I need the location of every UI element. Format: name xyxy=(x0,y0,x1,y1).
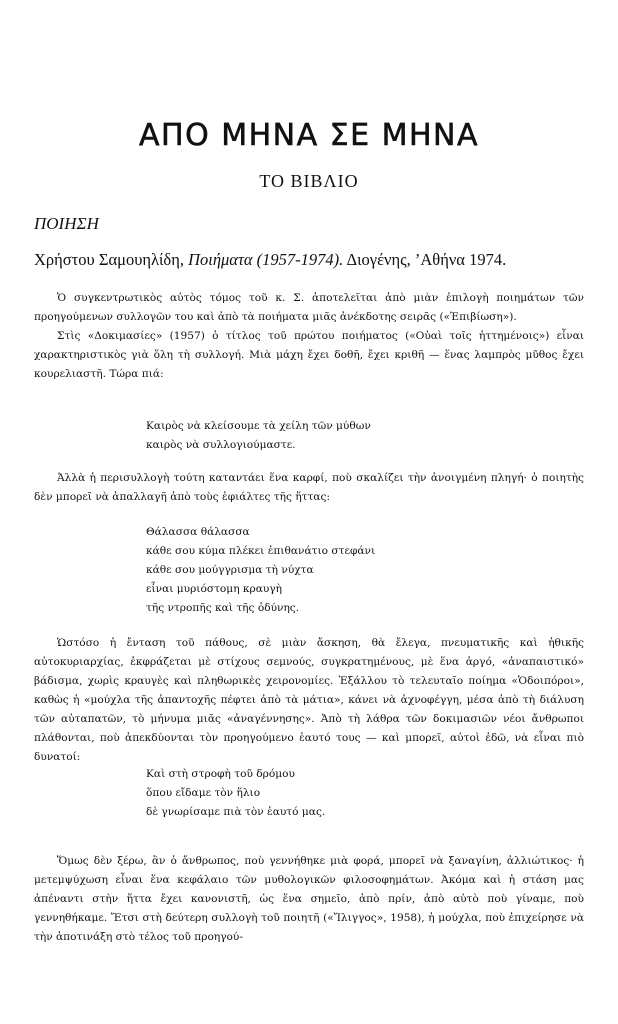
poem-line: κάθε σου μούγγρισμα τὴ νύχτα xyxy=(146,564,314,576)
paragraph-block-3 xyxy=(34,634,584,767)
poem-line: δὲ γνωρίσαμε πιὰ τὸν ἑαυτό μας. xyxy=(146,806,326,818)
poem-block-1 xyxy=(146,417,371,455)
book-citation xyxy=(34,250,594,270)
section-title: ΠΟΙΗΣΗ xyxy=(34,214,99,233)
poem-line: τῆς ντροπῆς καὶ τῆς ὀδύνης. xyxy=(146,602,300,614)
poem-line: εἶναι μυριόστομη κραυγὴ xyxy=(146,583,283,595)
citation-title: Ποιήματα (1957-1974). xyxy=(188,250,344,269)
paragraph-block-1 xyxy=(34,289,584,384)
poem-line: Καὶ στὴ στροφὴ τοῦ δρόμου xyxy=(146,768,295,780)
page-heading: ΑΠΟ ΜΗΝΑ ΣΕ ΜΗΝΑ xyxy=(138,118,480,153)
page-subheading: ΤΟ ΒΙΒΛΙΟ xyxy=(259,171,359,191)
paragraph: Ἀλλὰ ἡ περισυλλογὴ τούτη καταντάει ἕνα καρφί, ποὺ σκαλίζει τὴν ἀνοιγμένη πληγή· ὁ ποιητὴς δὲν μπορεῖ νὰ ἀπαλλαγῆ ἀπὸ τοὺς ἐφιάλτες τῆς ἥττας: xyxy=(34,472,584,503)
poem-line: Καιρὸς νὰ κλείσουμε τὰ χείλη τῶν μύθων xyxy=(146,420,371,432)
paragraph: Ὁ συγκεντρωτικὸς αὐτὸς τόμος τοῦ κ. Σ. ἀποτελεῖται ἀπὸ μιὰν ἐπιλογὴ ποιημάτων τῶν προηγούμενων συλλογῶν του καὶ ἀπὸ τὰ ποιήματα μιᾶς ἀνέκδοτης σειρᾶς («Ἐπιβίωση»). xyxy=(34,292,584,323)
poem-block-3 xyxy=(146,765,325,822)
citation-author: Χρήστου Σαμουηλίδη, xyxy=(34,250,184,269)
poem-line: κάθε σου κύμα πλέκει ἐπιθανάτιο στεφάνι xyxy=(146,545,376,557)
paragraph: Ὅμως δὲν ξέρω, ἂν ὁ ἄνθρωπος, ποὺ γεννήθηκε μιὰ φορά, μπορεῖ νὰ ξαναγίνη, ἀλλιώτικος· ἡ μετεμψύχωση εἶναι ἕνα κεφάλαιο τῶν μυθολογικῶν φιλοσοφημάτων. Ἀκόμα καὶ ἡ στάση μας ἀπέναντι στὴν ἥττα ἔχει κανονιστῆ, ὡς ἕνα σημεῖο, ἀπὸ πρίν, ἀπὸ αὐτὸ ποὺ γίναμε, ποὺ γεννηθήκαμε. Ἔτσι στὴ δεύτερη συλλογὴ τοῦ ποιητῆ («Ἴλιγγος», 1958), ἡ μούχλα, ποὺ ἐπιχείρησε νὰ τὴν ἀποτινάξη στὸ τέλος τοῦ προηγού- xyxy=(34,855,584,943)
poem-line: Θάλασσα θάλασσα xyxy=(146,526,250,538)
paragraph: Στὶς «Δοκιμασίες» (1957) ὁ τίτλος τοῦ πρώτου ποιήματος («Οὐαὶ τοῖς ἡττημένοις») εἶναι χαρακτηριστικὸς γιὰ ὅλη τὴ συλλογή. Μιὰ μάχη ἔχει δοθῆ, ἔχει κριθῆ — ἕνας λαμπρὸς μῦθος ἔχει κουρελιαστῆ. Τώρα πιά: xyxy=(34,330,584,380)
poem-block-2 xyxy=(146,523,375,618)
citation-publisher: Διογένης, ’Αθήνα 1974. xyxy=(346,250,507,269)
paragraph-block-2 xyxy=(34,469,584,507)
poem-line: ὅπου εἴδαμε τὸν ἥλιο xyxy=(146,787,261,799)
paragraph: Ὡστόσο ἡ ἔνταση τοῦ πάθους, σὲ μιὰν ἄσκηση, θὰ ἔλεγα, πνευματικῆς καὶ ἠθικῆς αὐτοκυριαρχίας, ἐκφράζεται μὲ στίχους σεμνούς, συγκρατημένους, μὲ ἕνα ἀργό, «ἀναπαιστικό» βάδισμα, χωρὶς κραυγὲς καὶ πληθωρικὲς χειρονομίες. Ἐξάλλου τὸ τελευταῖο ποίημα «Ὁδοιπόροι», καθὼς ἡ «μούχλα τῆς ἀπαντοχῆς πέφτει ἀπὸ τὰ μάτια», κάνει νὰ ἀχνοφέγγη, μέσα ἀπὸ τὴ διάλυση τῶν αὐταπατῶν, τὸ μήνυμα μιᾶς «ἀναγέννησης». Ἀπὸ τὴ λάθρα τῶν δοκιμασιῶν νέοι ἄνθρωποι πλάθονται, ποὺ ἀπεκδύονται τὸν προηγούμενο ἑαυτό τους — καὶ μπορεῖ, αὐτοὶ ἐδῶ, νὰ εἶναι πιὸ δυνατοί: xyxy=(34,637,584,763)
paragraph-block-4 xyxy=(34,852,584,947)
poem-line: καιρὸς νὰ συλλογιούμαστε. xyxy=(146,439,296,451)
